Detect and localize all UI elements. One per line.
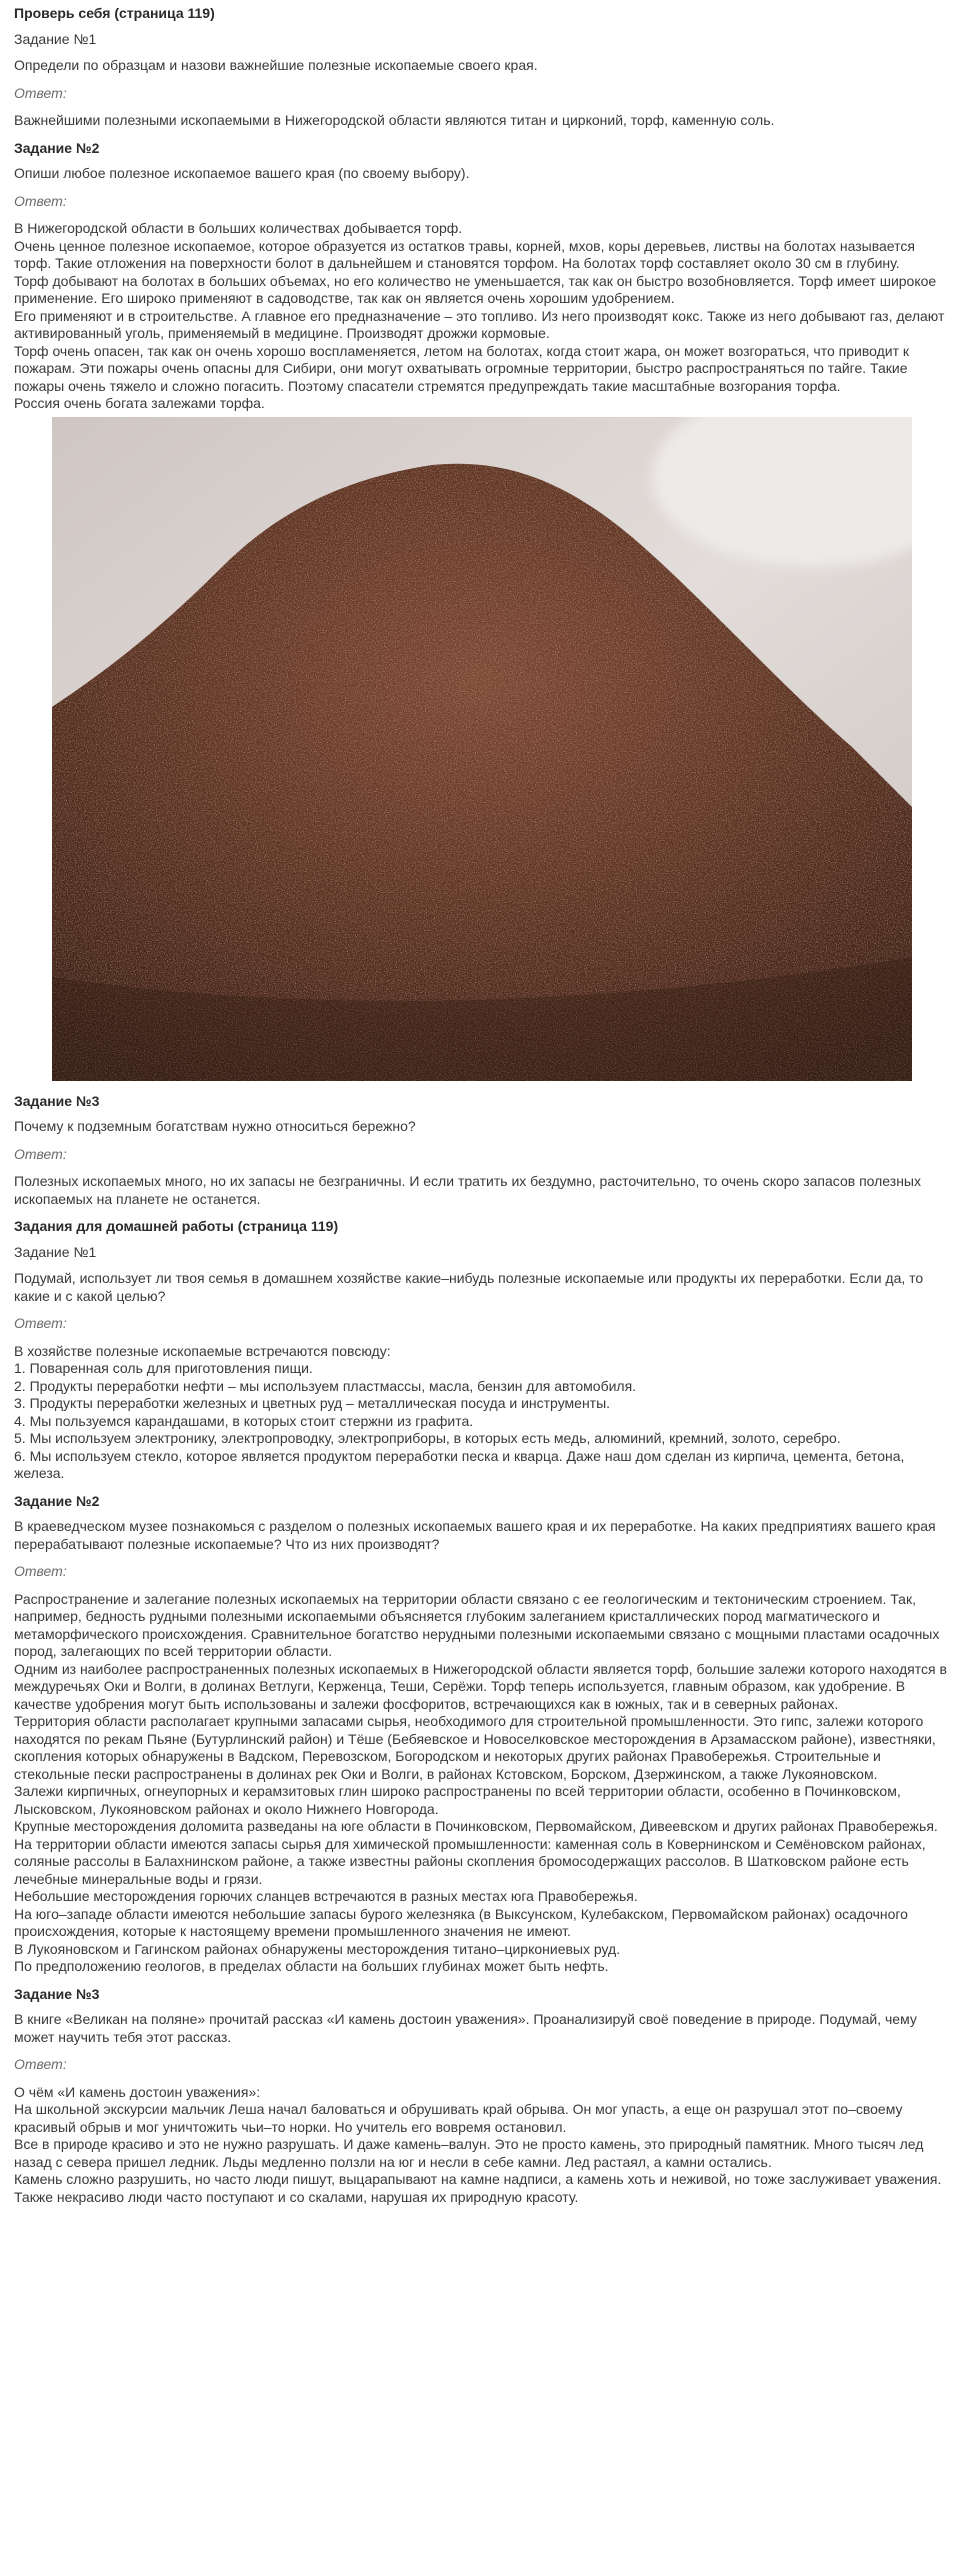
section-title-self-check: Проверь себя (страница 119)	[14, 5, 215, 21]
hw-task-2-answer	[14, 1591, 949, 1976]
task-1-answer: Важнейшими полезными ископаемыми в Нижегородской области являются титан и цирконий, торф, каменную соль.	[14, 112, 775, 128]
answer-paragraph: Очень ценное полезное ископаемое, которое образуется из остатков травы, корней, мхов, коры деревьев, листвы на болотах называется торф. Такие отложения на поверхности болот в дальнейшем и становятся торфом. На болотах торф составляет около 30 см в глубину.	[14, 237, 915, 271]
answer-list-item: 5. Мы используем электронику, электропроводку, электроприборы, в которых есть медь, алюминий, кремний, золото, серебро.	[14, 1430, 841, 1446]
task-3-label: Задание №3	[14, 1092, 100, 1109]
task-2-label: Задание №2	[14, 139, 100, 156]
answer-paragraph: Его применяют и в строительстве. А главное его предназначение – это топливо. Из него производят кокс. Также из него добывают газ, делают активированный уголь, применяемый в медицине. Производят дрожжи кормовые.	[14, 307, 945, 341]
hw-task-1-question: Подумай, использует ли твоя семья в домашнем хозяйстве какие–нибудь полезные ископаемые или продукты их переработки. Если да, то какие и с какой целью?	[14, 1270, 924, 1304]
answer-paragraph: На территории области имеются запасы сырья для химической промышленности: каменная соль в Ковернинском и Семёновском районах, соляные рассолы в Балахнинском районе, а также известны районы скопления бромосодержащих рассолов. В Шатковском районе есть лечебные минеральные воды и грязи.	[14, 1835, 926, 1887]
answer-paragraph: Торф очень опасен, так как он очень хорошо воспламеняется, летом на болотах, когда стоит жара, он может возгораться, что приводит к пожарам. Эти пожары очень опасны для Сибири, они могут охватывать огромные территории, быстро распространяться по тайге. Такие пожары очень тяжело и сложно погасить. Поэтому спасатели стремятся предупреждать такие масштабные возгорания торфа.	[14, 342, 910, 394]
answer-list-item: 4. Мы пользуемся карандашами, в которых стоит стержни из графита.	[14, 1412, 474, 1429]
hw-task-1-label: Задание №1	[14, 1243, 97, 1260]
answer-paragraph: На юго–западе области имеются небольшие запасы бурого железняка (в Выксунском, Кулебакском, Первомайском районах) осадочного происхождения, которые к настоящему времени промышленного значения не имеют.	[14, 1905, 908, 1939]
answer-paragraph: По предположению геологов, в пределах области на больших глубинах может быть нефть.	[14, 1958, 609, 1974]
task-1-label: Задание №1	[14, 30, 97, 47]
task-3-question: Почему к подземным богатствам нужно относиться бережно?	[14, 1118, 416, 1134]
answer-paragraph: На школьной экскурсии мальчик Леша начал баловаться и обрушивать край обрыва. Он мог упасть, а еще он разрушал этот по–своему красивый обрыв и мог уничтожить чьи–то норки. Но учитель его вовремя остановил.	[14, 2101, 903, 2135]
answer-label: Ответ:	[14, 2056, 67, 2072]
task-2-answer	[14, 220, 949, 413]
answer-paragraph: Залежи кирпичных, огнеупорных и керамзитовых глин широко распространены по всей территории области, особенно в Починковском, Лысковском, Лукояновском районах и около Нижнего Новгорода.	[14, 1783, 901, 1817]
section-title-homework: Задания для домашней работы (страница 119)	[14, 1218, 339, 1234]
answer-paragraph: Также некрасиво люди часто поступают и со скалами, нарушая их природную красоту.	[14, 2188, 579, 2205]
task-1-question: Определи по образцам и назови важнейшие полезные ископаемые своего края.	[14, 57, 538, 73]
answer-paragraph: В Нижегородской области в больших количествах добывается торф.	[14, 220, 463, 236]
answer-paragraph: Крупные месторождения доломита разведаны на юге области в Починковском, Первомайском, Дивеевском и других районах Правобережья.	[14, 1818, 938, 1834]
answer-paragraph: Россия очень богата залежами торфа.	[14, 395, 265, 411]
answer-paragraph: В хозяйстве полезные ископаемые встречаются повсюду:	[14, 1342, 391, 1359]
answer-paragraph: Распространение и залегание полезных ископаемых на территории области связано с ее геологическим и тектоническим строением. Так, например, бедность рудными полезными ископаемыми объясняется глубоким залеганием кристаллических пород магматического и метаморфического происхождения. Сравнительное богатство нерудными полезными ископаемыми связано с мощными пластами осадочных пород, залегающих по всей территории области.	[14, 1590, 940, 1659]
hw-task-3-answer	[14, 2084, 949, 2207]
answer-paragraph: Все в природе красиво и это не нужно разрушать. И даже камень–валун. Это не просто камень, это природный памятник. Много тысяч лед назад с севера пришел ледник. Льды медленно ползли на юг и несли в себе камни. Лед растаял, а камни остались.	[14, 2136, 924, 2170]
peat-pile-photo	[52, 417, 912, 1081]
answer-list-item: 6. Мы используем стекло, которое является продуктом переработки песка и кварца. Даже наш дом сделан из кирпича, цемента, бетона, железа.	[14, 1447, 905, 1481]
answer-label: Ответ:	[14, 1315, 67, 1331]
answer-paragraph: В Лукояновском и Гагинском районах обнаружены месторождения титано–циркониевых руд.	[14, 1940, 621, 1957]
task-3-answer: Полезных ископаемых много, но их запасы не безграничны. И если тратить их бездумно, расточительно, то очень скоро запасов полезных ископаемых на планете не останется.	[14, 1173, 921, 1207]
answer-label: Ответ:	[14, 84, 67, 101]
answer-list-item: 3. Продукты переработки железных и цветных руд – металлическая посуда и инструменты.	[14, 1395, 611, 1411]
hw-task-2-label: Задание №2	[14, 1492, 100, 1509]
answer-paragraph: Небольшие месторождения горючих сланцев встречаются в разных местах юга Правобережья.	[14, 1888, 638, 1904]
task-2-question: Опиши любое полезное ископаемое вашего края (по своему выбору).	[14, 165, 470, 181]
answer-list-item: 2. Продукты переработки нефти – мы используем пластмассы, масла, бензин для автомобиля.	[14, 1377, 637, 1394]
answer-label: Ответ:	[14, 1563, 67, 1579]
hw-task-3-question: В книге «Великан на поляне» прочитай рассказ «И камень достоин уважения». Проанализируй своё поведение в природе. Подумай, чему может научить тебя этот рассказ.	[14, 2011, 917, 2045]
answer-paragraph: О чём «И камень достоин уважения»:	[14, 2083, 261, 2100]
hw-task-1-answer	[14, 1343, 949, 1483]
answer-paragraph: Территория области располагает крупными запасами сырья, необходимого для строительной промышленности. Это гипс, залежи которого находятся по рекам Пьяне (Бутурлинский район) и Тёше (Бебяевское и Новоселковское месторождения в Арзамасском районе), известняки, скопления которых обнаружены в Вадском, Перевозском, Богородском и некоторых других районах Правобережья. Строительные и стекольные пески распространены в долинах рек Оки и Волги, в районах Кстовском, Борском, Дзержинском, а также Лукояновском.	[14, 1713, 936, 1782]
hw-task-3-label: Задание №3	[14, 1985, 100, 2002]
answer-paragraph: Торф добывают на болотах в больших объемах, но его количество не уменьшается, так как он быстро возобновляется. Торф имеет широкое применение. Его широко применяют в садоводстве, так как он является очень хорошим удобрением.	[14, 272, 937, 306]
answer-label: Ответ:	[14, 1145, 67, 1162]
hw-task-2-question: В краеведческом музее познакомься с разделом о полезных ископаемых вашего края и их переработке. На каких предприятиях вашего края перерабатывают полезные ископаемые? Что из них производят?	[14, 1518, 936, 1552]
answer-paragraph: Камень сложно разрушить, но часто люди пишут, выцарапывают на камне надписи, а камень хоть и неживой, но тоже заслуживает уважения.	[14, 2171, 942, 2187]
answer-label: Ответ:	[14, 192, 67, 209]
answer-paragraph: Одним из наиболее распространенных полезных ископаемых в Нижегородской области является торф, большие залежи которого находятся в междуречьях Оки и Волги, в долинах Ветлуги, Керженца, Теши, Серёжи. Торф теперь используется, главным образом, как удобрение. В качестве удобрения могут быть использованы и залежи фосфоритов, встречающихся как в южных, так и в северных районах.	[14, 1660, 947, 1712]
answer-list-item: 1. Поваренная соль для приготовления пищи.	[14, 1360, 313, 1376]
